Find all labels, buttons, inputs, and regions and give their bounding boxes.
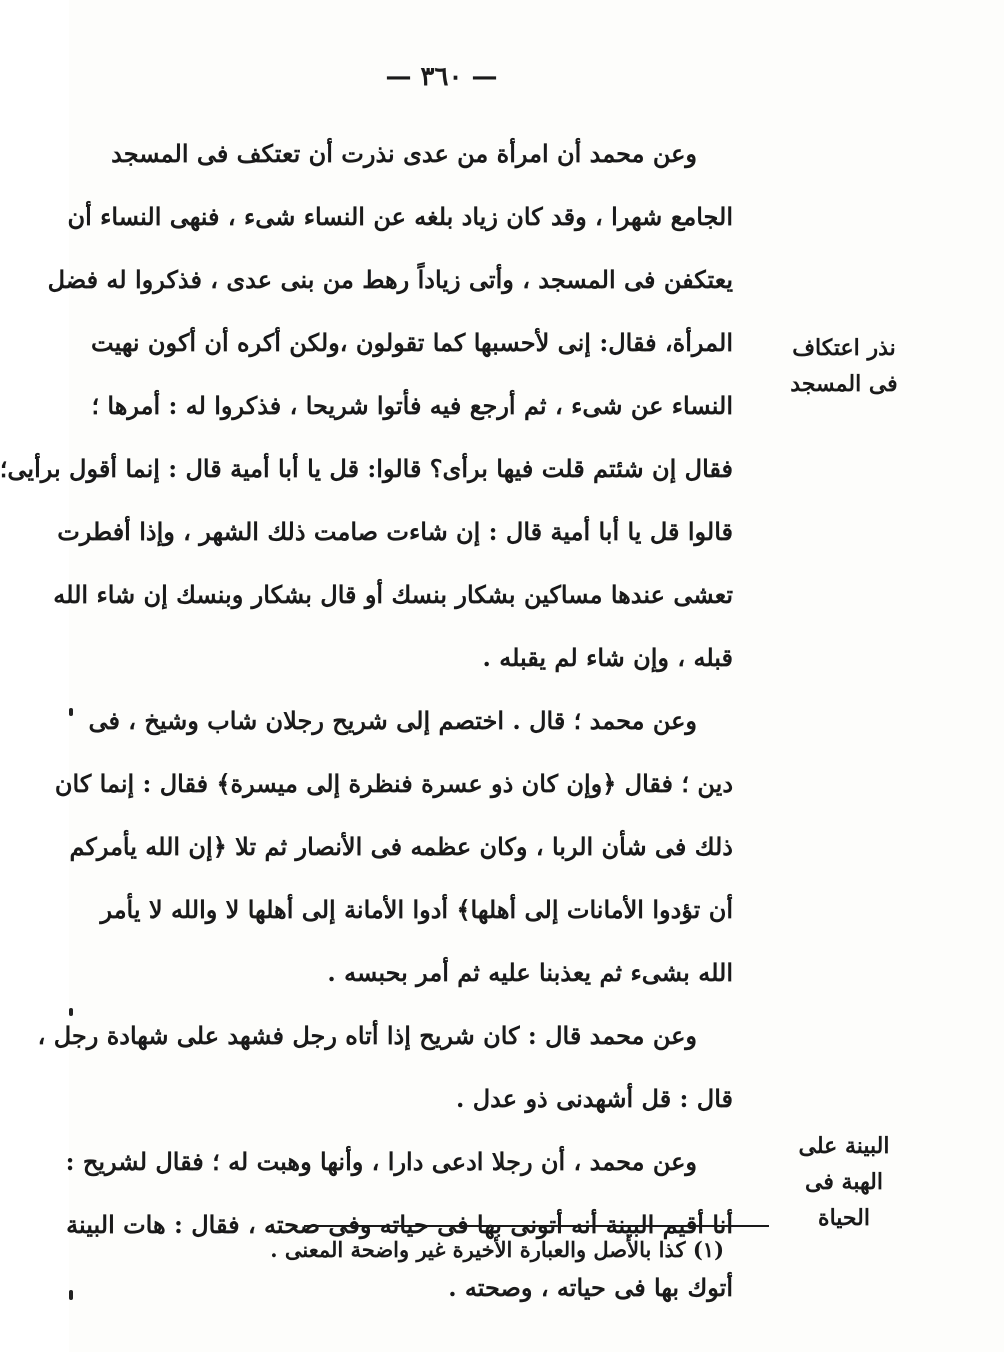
- text-line: المرأة، فقال: إنى لأحسبها كما تقولون ،ولكن أكره أن أكون نهيت: [91, 328, 733, 357]
- margin-note-vow-itikaf: [789, 330, 899, 402]
- text-line: قال : قل أشهدنى ذو عدل .: [456, 1084, 733, 1113]
- margin-note-line: البينة على: [798, 1133, 890, 1159]
- margin-note-line: نذر اعتكاف: [792, 335, 896, 361]
- margin-note-line: الهبة فى الحياة: [805, 1169, 883, 1231]
- scan-edge-mark: [69, 1290, 73, 1300]
- page-number: — ٣٦٠ —: [385, 62, 498, 92]
- text-line: وعن محمد قال : كان شريح إذا أتاه رجل فشهد على شهادة رجل ،: [37, 1021, 697, 1050]
- text-line: قالوا قل يا أبا أمية قال : إن شاءت صامت ذلك الشهر ، وإذا أفطرت: [57, 517, 733, 546]
- text-line: وعن محمد ، أن رجلا ادعى دارا ، وأنها وهبت له ؛ فقال لشريح :: [65, 1147, 697, 1176]
- paragraph-2: [54, 689, 769, 1004]
- text-line: فقال إن شئتم قلت فيها برأى؟ قالوا: قل يا أبا أمية قال : إنما أقول برأيى؛: [0, 454, 733, 483]
- text-line: دين ؛ فقال ﴿وإن كان ذو عسرة فنظرة إلى ميسرة﴾ فقال : إنما كان: [54, 769, 733, 798]
- text-line: الجامع شهرا ، وقد كان زياد بلغه عن النساء شىء ، فنهى النساء أن: [67, 202, 733, 231]
- text-line: الله بشىء ثم يعذبنا عليه ثم أمر بحبسه .: [327, 958, 733, 987]
- scan-edge-mark: [69, 1008, 73, 1016]
- text-line: تعشى عندها مساكين بشكار بنسك أو قال بشكار وبنسك إن شاء الله: [53, 580, 733, 609]
- text-line: أن تؤدوا الأمانات إلى أهلها﴾ أدوا الأمانة إلى أهلها لا والله لا يأمر: [100, 895, 733, 924]
- margin-note-line: فى المسجد: [790, 371, 898, 397]
- text-line: ذلك فى شأن الربا ، وكان عظمه فى الأنصار ثم تلا ﴿إن الله يأمركم: [69, 832, 733, 861]
- text-line: أنا أقيم البينة أنه أتونى بها فى حياته وفى صحته ، فقال : هات البينة: [66, 1210, 733, 1239]
- text-line: وعن محمد أن امرأة من عدى نذرت أن تعتكف فى المسجد: [111, 139, 697, 168]
- text-line: يعتكفن فى المسجد ، وأتى زياداً رهط من بنى عدى ، فذكروا له فضل: [47, 265, 733, 294]
- text-line: النساء عن شىء ، ثم أرجع فيه فأتوا شريحا ، فذكروا له : أمرها ؛: [91, 391, 733, 420]
- footnote-separator: [304, 1225, 769, 1227]
- text-line: وعن محمد ؛ قال . اختصم إلى شريح رجلان شاب وشيخ ، فى: [88, 706, 697, 735]
- scan-edge-mark: [69, 708, 73, 716]
- footnote: (١) كذا بالأصل والعبارة الأخيرة غير واضحة المعنى .: [270, 1237, 724, 1262]
- paragraph-1: [0, 122, 769, 689]
- main-text: [0, 122, 769, 1319]
- text-line: قبله ، وإن شاء لم يقبله .: [482, 643, 733, 672]
- paragraph-3: [37, 1004, 769, 1130]
- text-line: أتوك بها فى حياته ، وصحته .: [448, 1273, 733, 1302]
- margin-note-gift-evidence: [789, 1128, 899, 1236]
